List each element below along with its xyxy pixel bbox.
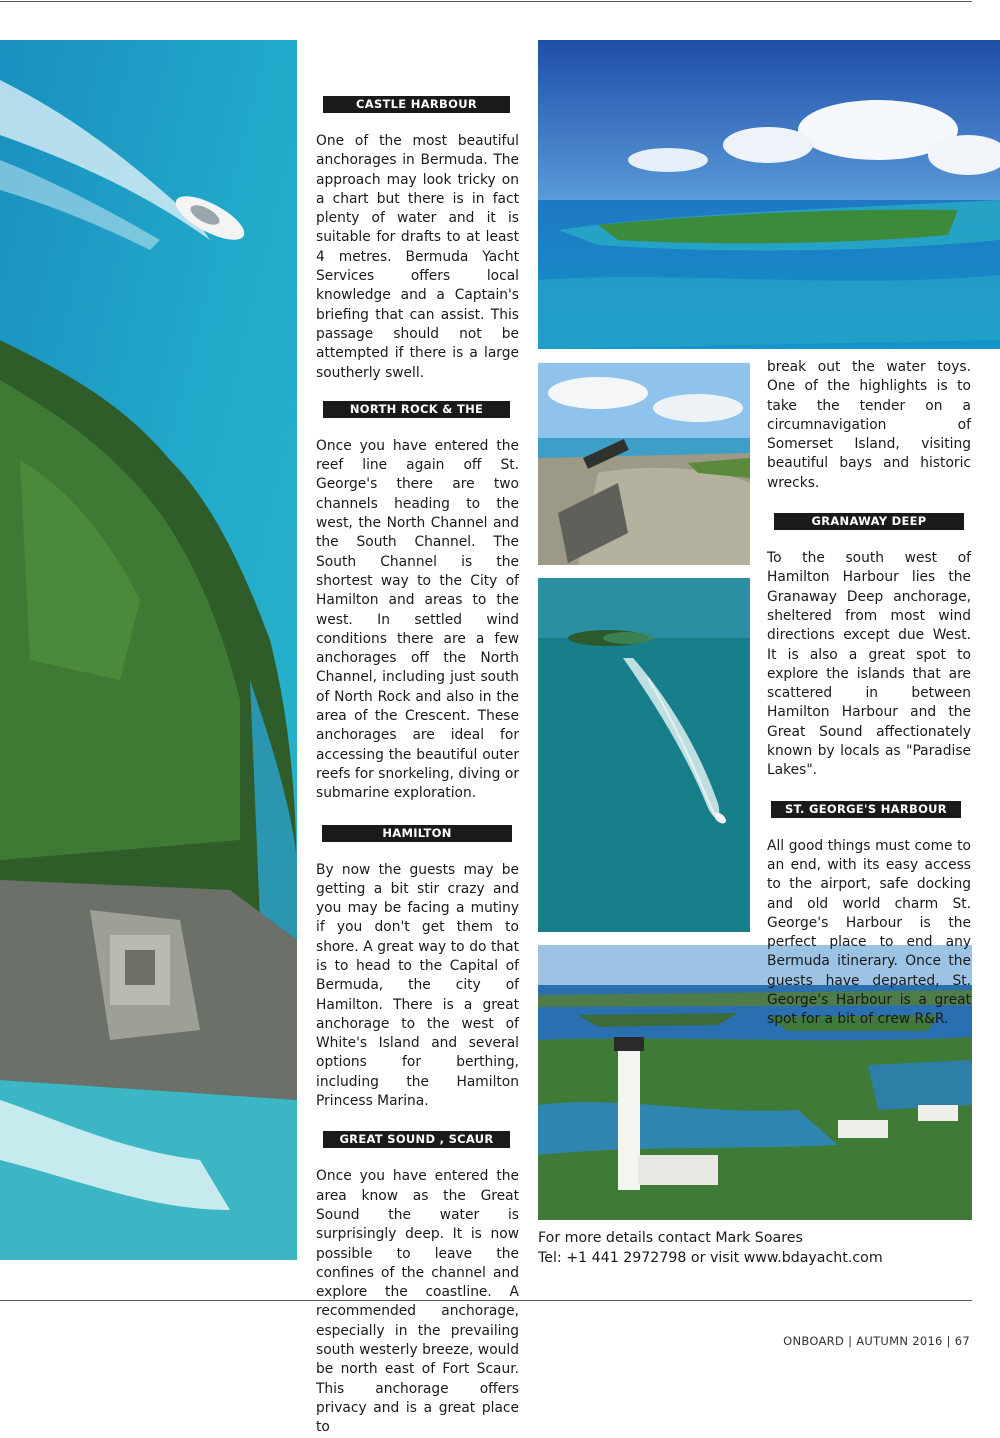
caption-line-1: For more details contact Mark Soares bbox=[538, 1230, 803, 1246]
bottom-rule bbox=[0, 1300, 972, 1301]
column-right bbox=[767, 358, 971, 1030]
para-continuation: break out the water toys. One of the highlights is to take the tender on a circumnavigation of Somerset Island, visiting beautiful bays and historic wrecks. bbox=[767, 359, 971, 491]
contact-caption bbox=[538, 1229, 883, 1268]
para-castle-harbour: One of the most beautiful anchorages in Bermuda. The approach may look tricky on a chart but there is in fact plenty of water and it is suitable for drafts to at least 4 metres. Bermuda Yacht Services offers local knowledge and a Captain's briefing that can assist. This passage should not be attempted if there is a large southerly swell. bbox=[316, 133, 519, 381]
page-footer: ONBOARD | AUTUMN 2016 | 67 bbox=[783, 1334, 970, 1348]
heading-north-rock: NORTH ROCK & THE CRESCENT bbox=[323, 401, 510, 418]
para-st-georges: All good things must come to an end, with its easy access to the airport, safe docking and old world charm St. George's Harbour is the perfect place to end any Bermuda itinerary. Once the guests have departed, St. George's Harbour is a great spot for a bit of crew R&R. bbox=[767, 837, 971, 1028]
photo-fort-cannon bbox=[538, 363, 750, 565]
heading-great-sound: GREAT SOUND , SCAUR HILL bbox=[323, 1131, 510, 1148]
para-great-sound: Once you have entered the area know as the Great Sound the water is surprisingly deep. It is now possible to leave the confines of the channel and explore the coastline. A recommended anchorage, especially in the prevailing south westerly breeze, would be north east of Fort Scaur. This anchorage offers privacy and is a great place to bbox=[316, 1168, 519, 1436]
column-middle bbox=[316, 96, 519, 1438]
heading-hamilton: HAMILTON bbox=[322, 825, 512, 842]
para-hamilton: By now the guests may be getting a bit stir crazy and you may be facing a mutiny if you don't get them to shore. A great way to do that is to head to the Capital of Bermuda, the city of Hamilton. There is a great anchorage to the west of White's Island and several options for berthing, including the Hamilton Princess Marina. bbox=[316, 861, 519, 1110]
heading-castle-harbour: CASTLE HARBOUR bbox=[323, 96, 510, 113]
para-north-rock: Once you have entered the reef line again off St. George's there are two channels heading to the west, the North Channel and the South Channel. The South Channel is the shortest way to the City of Hamilton and areas to the west. In settled wind conditions there are a few anchorages off the North Channel, including just south of North Rock and also in the area of the Crescent. These anchorages are ideal for accessing the beautiful outer reefs for snorkeling, diving or submarine exploration. bbox=[316, 437, 519, 802]
photo-boat-wake bbox=[538, 578, 750, 932]
photo-yacht-fort-aerial bbox=[0, 40, 297, 1260]
heading-granaway-deep: GRANAWAY DEEP bbox=[774, 513, 964, 530]
photo-bermuda-aerial bbox=[538, 40, 1000, 349]
heading-st-georges: ST. GEORGE'S HARBOUR bbox=[771, 801, 961, 818]
top-rule bbox=[0, 1, 972, 2]
para-granaway-deep: To the south west of Hamilton Harbour lies the Granaway Deep anchorage, sheltered from most wind directions except due West. It is also a great spot to explore the islands that are scattered in between Hamilton Harbour and the Great Sound affectionately known by locals as "Paradise Lakes". bbox=[767, 550, 971, 779]
caption-line-2: Tel: +1 441 2972798 or visit www.bdayacht.com bbox=[538, 1249, 883, 1266]
